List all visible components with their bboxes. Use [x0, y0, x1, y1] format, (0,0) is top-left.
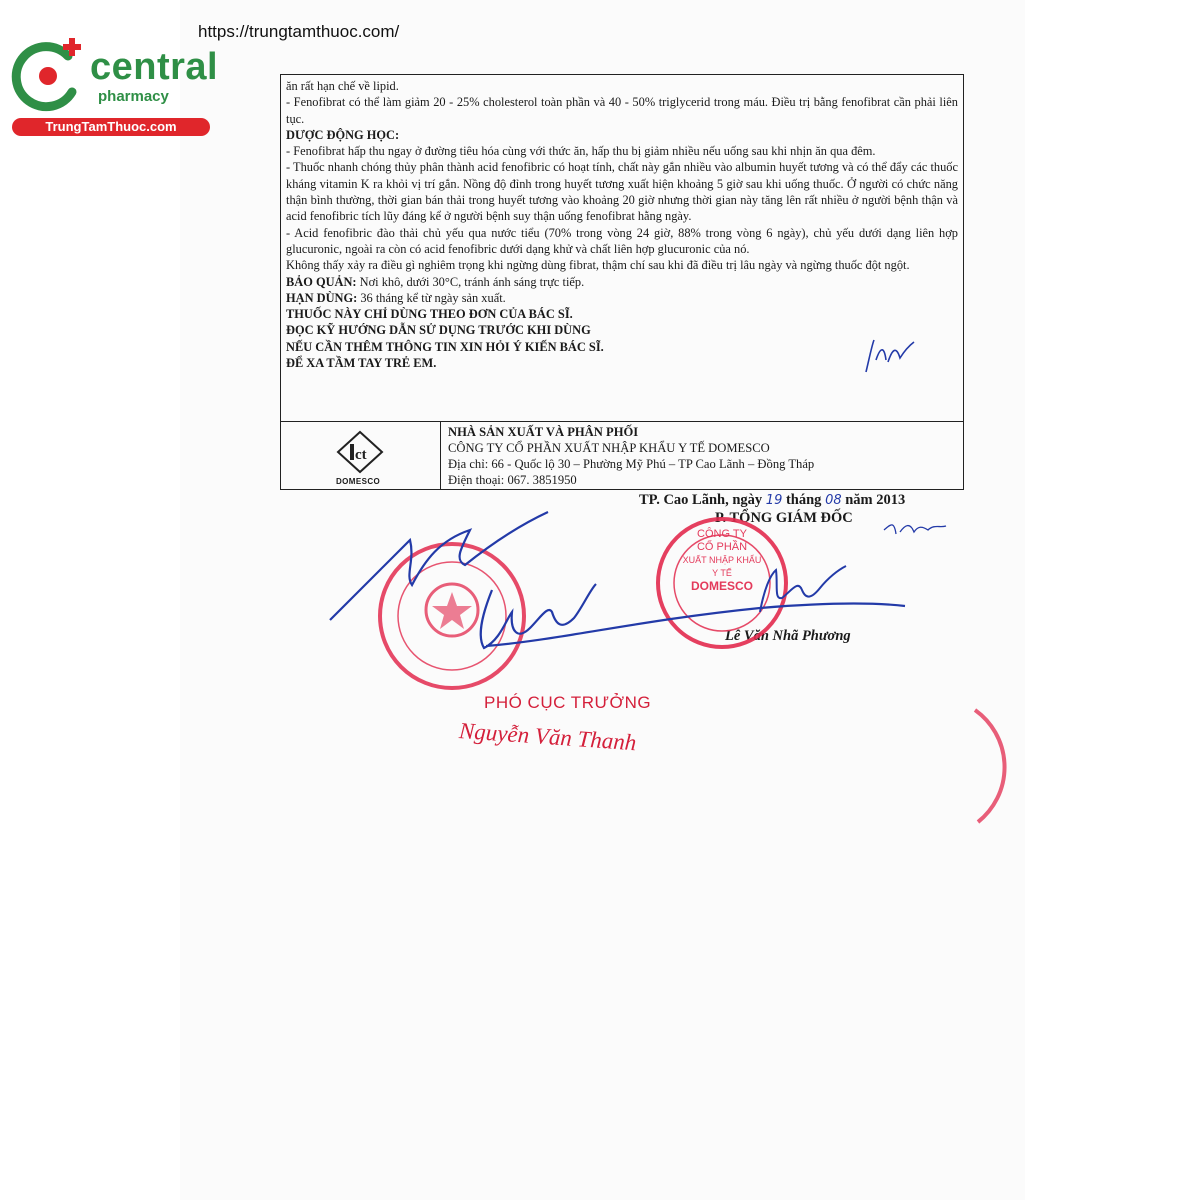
date-month: 08	[825, 493, 842, 508]
manufacturer-phone: Điện thoại: 067. 3851950	[448, 473, 577, 487]
paragraph: ăn rất hạn chế về lipid.	[286, 79, 399, 93]
paragraph: - Acid fenofibric đào thải chủ yếu qua nước tiểu (70% trong vòng 24 giờ, 88% trong vòng 6 ngày), chủ yếu dưới dạng liên hợp glucuronic, ngoài ra còn có acid fenofibric dưới dạng khử và chất liên hợp glucuronic của nó.	[286, 225, 958, 256]
domesco-logo-label: DOMESCO	[336, 477, 381, 486]
vice-director-name: Nguyễn Văn Thanh	[458, 718, 638, 756]
paragraph: - Fenofibrat hấp thu ngay ở đường tiêu hóa cùng với thức ăn, hấp thu bị giảm nhiều nếu uống sau khi nhịn ăn qua đêm.	[286, 144, 876, 159]
svg-text:ct: ct	[355, 447, 367, 463]
logo-wordmark: central	[90, 46, 219, 88]
company-stamp-line: CỔ PHẦN	[696, 541, 748, 553]
pharmacy-logo	[10, 38, 219, 138]
manufacturer-info	[448, 424, 814, 488]
section-heading: DƯỢC ĐỘNG HỌC:	[286, 127, 400, 142]
warning-line: NẾU CẦN THÊM THÔNG TIN XIN HỎI Ý KIẾN BÁC SĨ.	[286, 339, 604, 354]
date-year: năm 2013	[841, 492, 906, 508]
source-url: https://trungtamthuoc.com/	[198, 22, 400, 41]
warning-line: ĐỂ XA TẦM TAY TRẺ EM.	[286, 356, 437, 371]
signer-name: Lê Văn Nhã Phương	[725, 628, 851, 644]
vice-director-title: PHÓ CỤC TRƯỞNG	[484, 693, 652, 712]
paragraph: Không thấy xảy ra điều gì nghiêm trọng khi ngừng dùng fibrat, thậm chí sau khi đã điều trị lâu ngày và ngừng thuốc đột ngột.	[286, 258, 910, 273]
company-stamp-line: Y TẾ	[712, 568, 732, 578]
manufacturer-company: CÔNG TY CỔ PHẦN XUẤT NHẬP KHẨU Y TẾ DOMESCO	[448, 441, 770, 455]
logo-subtitle: pharmacy	[98, 88, 169, 105]
storage-line	[286, 274, 958, 290]
expiry-line	[286, 290, 958, 306]
pharmacy-logo-icon	[10, 38, 90, 118]
storage-label: BẢO QUẢN:	[286, 274, 357, 289]
expiry-value: 36 tháng kể từ ngày sản xuất.	[357, 290, 506, 305]
company-stamp-line: DOMESCO	[690, 579, 753, 593]
company-stamp-line: CÔNG TY	[697, 528, 747, 540]
manufacturer-address: Địa chỉ: 66 - Quốc lộ 30 – Phường Mỹ Phú – TP Cao Lãnh – Đồng Tháp	[448, 457, 815, 471]
date-month-label: tháng	[782, 492, 826, 508]
company-stamp-text	[672, 528, 772, 593]
leaflet-text	[286, 78, 958, 371]
date-line	[639, 492, 905, 509]
director-title: P. TỔNG GIÁM ĐỐC	[715, 510, 853, 526]
company-stamp-line: XUẤT NHẬP KHẨU	[682, 555, 762, 565]
box-vertical-divider	[440, 421, 441, 490]
date-day: 19	[765, 493, 783, 508]
warning-line: ĐỌC KỸ HƯỚNG DẪN SỬ DỤNG TRƯỚC KHI DÙNG	[286, 323, 591, 338]
storage-value: Nơi khô, dưới 30°C, tránh ánh sáng trực tiếp.	[356, 274, 585, 289]
expiry-label: HẠN DÙNG:	[286, 290, 358, 305]
paragraph: - Thuốc nhanh chóng thủy phân thành acid fenofibric có hoạt tính, chất này gắn nhiều vào albumin huyết tương và có thể đẩy các thuốc kháng vitamin K ra khỏi vị trí gắn. Nồng độ đỉnh trong huyết tương xuất hiện khoảng 5 giờ sau khi uống thuốc. Ở người có chức năng thận bình thường, thời gian bán thải trong huyết tương vào khoảng 20 giờ nhưng thời gian này tăng lên rất nhiều ở người bệnh thận và acid fenofibric tích lũy đáng kể ở người bệnh suy thận uống fenofibrat hằng ngày.	[286, 160, 958, 224]
date-prefix: TP. Cao Lãnh, ngày	[639, 492, 766, 508]
manufacturer-title: NHÀ SẢN XUẤT VÀ PHÂN PHỐI	[448, 425, 639, 439]
warning-line: THUỐC NÀY CHỈ DÙNG THEO ĐƠN CỦA BÁC SĨ.	[286, 307, 573, 322]
paragraph: - Fenofibrat có thể làm giảm 20 - 25% cholesterol toàn phần và 40 - 50% triglycerid trong máu. Điều trị bằng fenofibrat cần phải liên tục.	[286, 95, 958, 126]
logo-banner: TrungTamThuoc.com	[12, 118, 210, 136]
box-divider	[280, 421, 964, 422]
